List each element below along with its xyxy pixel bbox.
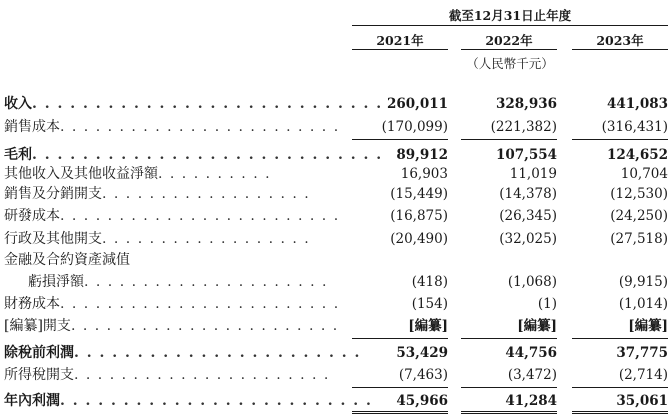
row-label: 除稅前利潤. . . . . . . . . . . . . . . . . . . . . . . — [4, 345, 361, 361]
row-value-2021: (20,490) — [390, 231, 448, 247]
period-rule — [352, 25, 668, 26]
year-header-2022: 2022年 — [485, 33, 533, 48]
row-label: 毛利. . . . . . . . . . . . . . . . . . . . . . . . . . . . — [4, 147, 383, 163]
row-value-2021: 260,011 — [386, 96, 448, 112]
row-value-2022: (1,068) — [507, 274, 557, 290]
row-value-2023: 37,775 — [616, 345, 668, 361]
row-label: 銷售及分銷開支. . . . . . . . . . . . . . . . . . — [4, 186, 311, 202]
subtotal-rule — [352, 387, 448, 388]
row-label: 年內利潤. . . . . . . . . . . . . . . . . . . . . . . . . — [4, 393, 373, 409]
row-value-2021: (154) — [411, 296, 448, 312]
row-label: 收入. . . . . . . . . . . . . . . . . . . . . . . . . . . . — [4, 96, 383, 112]
year-rule-2022 — [461, 49, 557, 50]
row-value-2022: 107,554 — [495, 147, 557, 163]
year-header-2021: 2021年 — [376, 33, 424, 48]
row-value-2023: 124,652 — [606, 147, 668, 163]
row-value-2022: (3,472) — [507, 367, 557, 383]
subtotal-rule — [461, 387, 557, 388]
unit-label: （人民幣千元） — [466, 56, 554, 71]
row-value-2023: 10,704 — [620, 166, 668, 182]
total-double-rule — [352, 411, 448, 414]
row-label: 行政及其他開支. . . . . . . . . . . . . . . . . . — [4, 231, 311, 247]
row-value-2021: (418) — [411, 274, 448, 290]
row-value-2023: (2,714) — [618, 367, 668, 383]
row-value-2021: (15,449) — [390, 186, 448, 202]
year-rule-2023 — [572, 49, 668, 50]
row-label: 其他收入及其他收益淨額. . . . . . . . . . — [4, 166, 272, 182]
row-value-2021: 53,429 — [396, 345, 448, 361]
row-label: 研發成本. . . . . . . . . . . . . . . . . . . . . . . . — [4, 208, 340, 224]
subtotal-rule — [461, 338, 557, 339]
year-header-2023: 2023年 — [596, 33, 644, 48]
total-double-rule — [572, 411, 668, 414]
row-value-2023: (12,530) — [610, 186, 668, 202]
row-label: [編纂]開支. . . . . . . . . . . . . . . . . . . . . . . — [4, 318, 339, 334]
row-label: 金融及合約資產減值 — [4, 252, 130, 268]
row-label: 銷售成本. . . . . . . . . . . . . . . . . . . . . . . . — [4, 119, 340, 135]
row-value-2022: 11,019 — [509, 166, 557, 182]
total-double-rule — [461, 411, 557, 414]
row-label: 所得稅開支. . . . . . . . . . . . . . . . . . . . . . — [4, 367, 330, 383]
row-value-2023: (1,014) — [618, 296, 668, 312]
row-label: 虧損淨額. . . . . . . . . . . . . . . . . . . . . — [28, 274, 328, 290]
row-value-2023: (9,915) — [618, 274, 668, 290]
row-value-2022: (14,378) — [499, 186, 557, 202]
row-value-2022: (1) — [537, 296, 557, 312]
row-value-2021: 45,966 — [396, 393, 448, 409]
row-value-2021: 89,912 — [396, 147, 448, 163]
row-value-2023: (24,250) — [610, 208, 668, 224]
subtotal-rule — [572, 139, 668, 140]
row-label: 財務成本. . . . . . . . . . . . . . . . . . . . . . . . — [4, 296, 340, 312]
row-value-2022: (221,382) — [490, 119, 557, 135]
subtotal-rule — [572, 338, 668, 339]
row-value-2023: 441,083 — [606, 96, 668, 112]
row-value-2022: [編纂] — [517, 318, 557, 334]
row-value-2021: 16,903 — [400, 166, 448, 182]
year-rule-2021 — [352, 49, 448, 50]
row-value-2023: 35,061 — [616, 393, 668, 409]
row-value-2022: 328,936 — [495, 96, 557, 112]
row-value-2021: [編纂] — [408, 318, 448, 334]
row-value-2022: (26,345) — [499, 208, 557, 224]
subtotal-rule — [352, 139, 448, 140]
row-value-2022: 41,284 — [505, 393, 557, 409]
subtotal-rule — [352, 338, 448, 339]
row-value-2023: (27,518) — [610, 231, 668, 247]
row-value-2023: [編纂] — [628, 318, 668, 334]
row-value-2021: (170,099) — [381, 119, 448, 135]
period-header: 截至12月31日止年度 — [448, 8, 572, 23]
row-value-2023: (316,431) — [601, 119, 668, 135]
subtotal-rule — [572, 387, 668, 388]
subtotal-rule — [461, 139, 557, 140]
row-value-2021: (16,875) — [390, 208, 448, 224]
row-value-2021: (7,463) — [398, 367, 448, 383]
row-value-2022: (32,025) — [499, 231, 557, 247]
row-value-2022: 44,756 — [505, 345, 557, 361]
